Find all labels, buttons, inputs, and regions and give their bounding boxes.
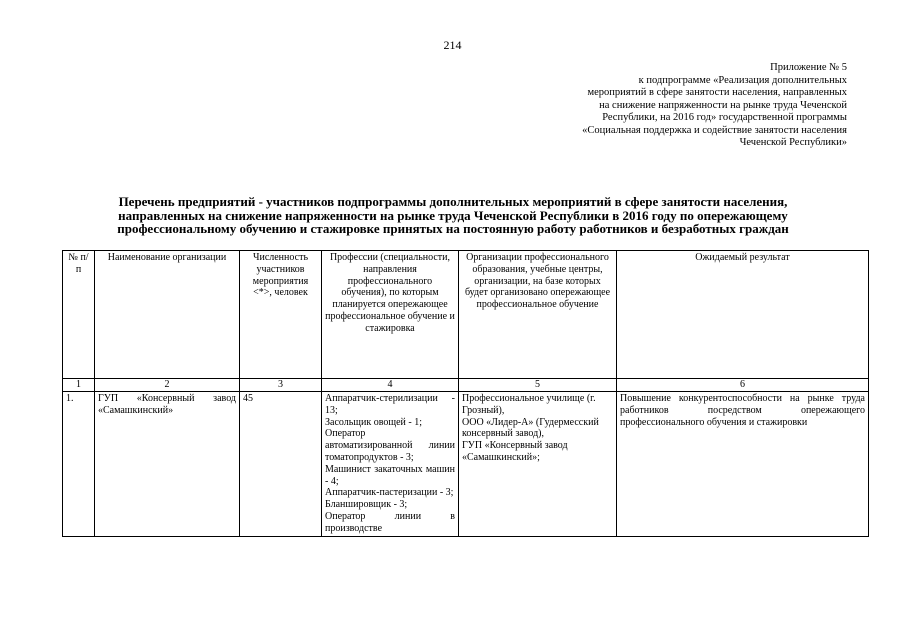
column-number: 6 xyxy=(617,379,869,392)
profession-item: Аппаратчик-пастеризации - 3; xyxy=(325,487,454,499)
profession-item: Оператор линии в производстве xyxy=(325,510,455,534)
count-cell: 45 xyxy=(240,392,322,537)
profession-item: Оператор автоматизированной линии томатопродуктов - 3; xyxy=(325,428,455,463)
appendix-line: Приложение № 5 xyxy=(770,62,847,73)
row-number: 1. xyxy=(63,392,95,537)
page-number: 214 xyxy=(443,38,462,52)
column-number: 3 xyxy=(240,379,322,392)
institution-item: ГУП «Консервный завод «Самашкинский»; xyxy=(462,440,568,463)
header-cell-number: № п/п xyxy=(63,251,95,379)
profession-item: Бланшировщик - 3; xyxy=(325,499,408,511)
profession-item: Аппаратчик-стерилизации - 13; xyxy=(325,393,455,416)
header-cell-result: Ожидаемый результат xyxy=(617,251,869,379)
appendix-line: «Социальная поддержка и содействие занятости населения xyxy=(582,124,847,136)
appendix-line: Чеченской Республики» xyxy=(739,137,847,148)
column-number-row xyxy=(63,379,869,392)
professions-cell xyxy=(322,392,459,537)
header-cell-institutions: Организации профессионального образования, учебные центры, организации, на базе которых будет организовано опережающее профессиональное обучение xyxy=(459,251,617,379)
column-number: 1 xyxy=(63,379,95,392)
appendix-note xyxy=(487,62,847,150)
header-cell-count: Численность участников мероприятия <*>, человек xyxy=(240,251,322,379)
institution-item: Профессиональное училище (г. Грозный), xyxy=(462,393,596,416)
institution-item: ООО «Лидер-А» (Гудермесский консервный завод), xyxy=(462,416,599,440)
appendix-line: мероприятий в сфере занятости населения, направленных xyxy=(587,87,847,98)
table-header-row xyxy=(63,251,869,379)
header-cell-organization: Наименование организации xyxy=(95,251,240,379)
column-number: 2 xyxy=(95,379,240,392)
appendix-line: Республики, на 2016 год» государственной программы xyxy=(602,112,847,123)
title-line: профессиональному обучению и стажировке принятых на постоянную работу работников и безработных граждан xyxy=(117,221,789,236)
header-cell-professions: Профессии (специальности, направления профессионального обучения), по которым планируется опережающее профессиональное обучение и стажировка xyxy=(322,251,459,379)
profession-item: Засольщик овощей - 1; xyxy=(325,416,422,428)
document-title xyxy=(58,195,848,236)
appendix-line: к подпрограмме «Реализация дополнительных xyxy=(638,74,847,86)
organization-cell: ГУП «Консервный завод «Самашкинский» xyxy=(95,392,240,537)
table-row xyxy=(63,392,869,537)
title-line: направленных на снижение напряженности на рынке труда Чеченской Республики в 2016 году по опережающему xyxy=(118,207,788,223)
column-number: 5 xyxy=(459,379,617,392)
column-number: 4 xyxy=(322,379,459,392)
appendix-line: на снижение напряженности на рынке труда Чеченской xyxy=(599,99,847,111)
title-line: Перечень предприятий - участников подпрограммы дополнительных мероприятий в сфере занятости населения, xyxy=(118,194,788,209)
institutions-cell xyxy=(459,392,617,537)
result-cell: Повышение конкурентоспособности на рынке труда работников посредством опережающего профессионального обучения и стажировки xyxy=(617,392,869,537)
profession-item: Машинист закаточных машин - 4; xyxy=(325,463,455,487)
participants-table xyxy=(62,250,869,537)
